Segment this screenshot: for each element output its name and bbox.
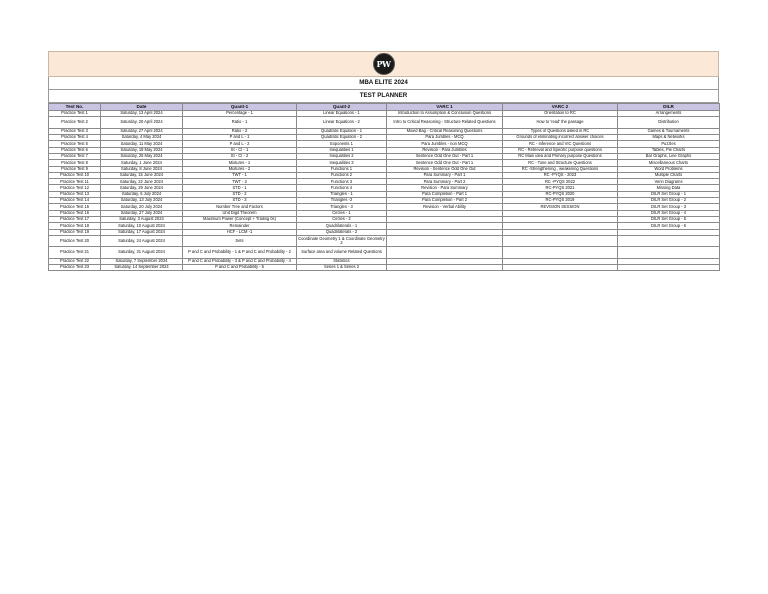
test-no-cell: Practice Test 19: [49, 229, 101, 235]
dilr-cell: Puzzles: [618, 141, 720, 147]
quant-1-cell: SI - CI - 1: [183, 147, 297, 153]
date-cell: Saturday, 20 July 2024: [101, 204, 183, 210]
test-no-cell: Practice Test 22: [49, 258, 101, 264]
date-cell: Saturday, 29 June 2024: [101, 185, 183, 191]
date-cell: Saturday, 13 April 2024: [101, 111, 183, 117]
varc-2-cell: RC - Retrieval and Specific purpose questions: [503, 147, 618, 153]
test-no-cell: Practice Test 20: [49, 235, 101, 247]
dilr-cell: [618, 265, 720, 271]
col-header-quant-2: Quant-2: [297, 104, 387, 111]
table-row: [49, 265, 720, 271]
logo-text: PW: [376, 59, 391, 69]
varc-2-cell: RC Main idea and Primary purpose Questions: [503, 153, 618, 159]
varc-2-cell: How to 'read' the passage: [503, 117, 618, 129]
varc-2-cell: Grounds of eliminating incorrect answer choices: [503, 135, 618, 141]
quant-2-cell: Inequalities 1: [297, 147, 387, 153]
test-no-cell: Practice Test 10: [49, 172, 101, 178]
varc-2-cell: REVISION SESSION: [503, 204, 618, 210]
dilr-cell: Arrangements: [618, 111, 720, 117]
test-planner-sheet: [48, 51, 719, 271]
quant-1-cell: HCF - LCM -1: [183, 229, 297, 235]
quant-1-cell: P and L - 2: [183, 141, 297, 147]
planner-table: [48, 103, 720, 271]
varc-1-cell: Para Summary - Part 2: [387, 179, 503, 185]
date-cell: Saturday, 3 August 2024: [101, 216, 183, 222]
varc-2-cell: Types of Questions asked in RC: [503, 128, 618, 134]
page-title: MBA ELITE 2024: [48, 77, 719, 90]
col-header-varc-1: VARC 1: [387, 104, 503, 111]
quant-2-cell: Functions 4: [297, 185, 387, 191]
page-subtitle: TEST PLANNER: [48, 90, 719, 103]
date-cell: Saturday, 27 July 2024: [101, 210, 183, 216]
quant-1-cell: Mixtures - 1: [183, 160, 297, 166]
dilr-cell: Distribution: [618, 117, 720, 129]
quant-1-cell: Remainder: [183, 223, 297, 229]
quant-2-cell: Triangles - 3: [297, 204, 387, 210]
table-row: [49, 247, 720, 259]
test-no-cell: Practice Test 2: [49, 117, 101, 129]
pw-logo: [373, 53, 395, 75]
varc-1-cell: Revision - Verbal Ability: [387, 204, 503, 210]
quant-1-cell: STD - 1: [183, 185, 297, 191]
test-no-cell: Practice Test 23: [49, 265, 101, 271]
planner-body: [49, 111, 720, 271]
dilr-cell: DILR Set Group - 6: [618, 223, 720, 229]
varc-1-cell: Para Jumbles - non MCQ: [387, 141, 503, 147]
varc-1-cell: Mixed Bag - Critical Reasoning Questions: [387, 128, 503, 134]
date-cell: Saturday, 1 June 2024: [101, 160, 183, 166]
quant-2-cell: Quadratic Equation - 2: [297, 135, 387, 141]
varc-2-cell: RC - Inference and VIC Questions: [503, 141, 618, 147]
date-cell: Saturday, 27 April 2024: [101, 128, 183, 134]
quant-1-cell: Maximum Power (Concept + Trailing 0s): [183, 216, 297, 222]
quant-1-cell: STD - 2: [183, 191, 297, 197]
quant-1-cell: Ratio - 2: [183, 128, 297, 134]
date-cell: Saturday, 24 August 2024: [101, 235, 183, 247]
dilr-cell: [618, 247, 720, 259]
col-header-test-no: Test No.: [49, 104, 101, 111]
test-no-cell: Practice Test 17: [49, 216, 101, 222]
test-no-cell: Practice Test 11: [49, 179, 101, 185]
date-cell: Saturday, 18 May 2024: [101, 147, 183, 153]
varc-1-cell: Para Completion - Part 2: [387, 198, 503, 204]
varc-2-cell: RC -PYQS - 2023: [503, 172, 618, 178]
quant-1-cell: Mixtures - 2: [183, 166, 297, 172]
dilr-cell: Word Problems: [618, 166, 720, 172]
test-no-cell: Practice Test 8: [49, 160, 101, 166]
header-row: [49, 104, 720, 111]
dilr-cell: DILR Set Group - 3: [618, 204, 720, 210]
date-cell: Saturday, 11 May 2024: [101, 141, 183, 147]
date-cell: Saturday, 15 June 2024: [101, 172, 183, 178]
dilr-cell: Venn Diagrams: [618, 179, 720, 185]
date-cell: Saturday, 20 April 2024: [101, 117, 183, 129]
varc-1-cell: [387, 235, 503, 247]
quant-1-cell: P and C and Probability - 5: [183, 265, 297, 271]
quant-1-cell: Unit Digit Theorem: [183, 210, 297, 216]
varc-2-cell: RC-PYQS 2020: [503, 191, 618, 197]
test-no-cell: Practice Test 21: [49, 247, 101, 259]
quant-2-cell: Triangles -2: [297, 198, 387, 204]
quant-2-cell: Quadrilaterals - 2: [297, 229, 387, 235]
quant-2-cell: Circles - 2: [297, 216, 387, 222]
quant-2-cell: Linear Equations - 2: [297, 117, 387, 129]
date-cell: Saturday, 14 September 2024: [101, 265, 183, 271]
quant-2-cell: Circles - 1: [297, 210, 387, 216]
quant-2-cell: Surface area and volume Related Questions: [297, 247, 387, 259]
date-cell: Saturday, 4 May 2024: [101, 135, 183, 141]
varc-1-cell: Revision - Para Summary: [387, 185, 503, 191]
date-cell: Saturday, 13 July 2024: [101, 198, 183, 204]
col-header-dilr: DILR: [618, 104, 720, 111]
quant-1-cell: TWT - 1: [183, 172, 297, 178]
varc-2-cell: RC-PYQS 2021: [503, 185, 618, 191]
dilr-cell: Games & Tournaments: [618, 128, 720, 134]
quant-2-cell: Functions 3: [297, 179, 387, 185]
quant-2-cell: Exponents 1: [297, 141, 387, 147]
dilr-cell: Maps & Networks: [618, 135, 720, 141]
date-cell: Saturday, 6 July 2024: [101, 191, 183, 197]
quant-1-cell: TWT - 2: [183, 179, 297, 185]
quant-1-cell: Number Tree and Factors: [183, 204, 297, 210]
date-cell: Saturday, 7 September 2024: [101, 258, 183, 264]
test-no-cell: Practice Test 15: [49, 204, 101, 210]
quant-2-cell: Inequalities 3: [297, 160, 387, 166]
varc-1-cell: Introduction to Assumption & Conclusion Questions: [387, 111, 503, 117]
test-no-cell: Practice Test 6: [49, 147, 101, 153]
quant-2-cell: Triangles - 1: [297, 191, 387, 197]
test-no-cell: Practice Test 4: [49, 135, 101, 141]
quant-2-cell: Statistics: [297, 258, 387, 264]
date-cell: Saturday, 17 August 2024: [101, 229, 183, 235]
col-header-quant-1: Quant-1: [183, 104, 297, 111]
quant-1-cell: P and C and Probability - 1 & P and C and Probability - 2: [183, 247, 297, 259]
test-no-cell: Practice Test 9: [49, 166, 101, 172]
quant-2-cell: Coordinate Geometry 1 & Coordinate Geometry 2: [298, 235, 385, 246]
varc-2-cell: [503, 247, 618, 259]
varc-1-cell: Intro to Critical Reasoning - Structure Related Questions: [387, 117, 503, 129]
dilr-cell: DILR Set Group - 4: [618, 210, 720, 216]
varc-1-cell: Para Jumbles - MCQ: [387, 135, 503, 141]
date-cell: Saturday, 31 August 2024: [101, 247, 183, 259]
test-no-cell: Practice Test 16: [49, 210, 101, 216]
varc-1-cell: Revision - Para Jumbles: [387, 147, 503, 153]
date-cell: Saturday, 10 August 2024: [101, 223, 183, 229]
quant-2-cell: Quadrilaterals - 1: [297, 223, 387, 229]
quant-2-cell: Series 1 & Series 2: [297, 265, 387, 271]
quant-2-cell: Functions 2: [297, 172, 387, 178]
test-no-cell: Practice Test 1: [49, 111, 101, 117]
date-cell: Saturday, 8 June 2024: [101, 166, 183, 172]
col-header-date: Date: [101, 104, 183, 111]
quant-2-cell: Functions 1: [297, 166, 387, 172]
dilr-cell: DILR Set Group - 5: [618, 216, 720, 222]
test-no-cell: Practice Test 13: [49, 191, 101, 197]
varc-2-cell: RC-PYQS 2019: [503, 198, 618, 204]
date-cell: Saturday, 22 June 2024: [101, 179, 183, 185]
logo-bar: [48, 51, 719, 77]
dilr-cell: Tables, Pie Charts: [618, 147, 720, 153]
quant-1-cell: Ratio - 1: [183, 117, 297, 129]
quant-2-cell: Linear Equations - 1: [297, 111, 387, 117]
table-row: [49, 235, 720, 247]
test-no-cell: Practice Test 7: [49, 153, 101, 159]
varc-1-cell: Revision - Sentence Odd One Out: [387, 166, 503, 172]
table-row: [49, 117, 720, 129]
dilr-cell: Missing Data: [618, 185, 720, 191]
varc-1-cell: Sentence Odd One Out - Part 1: [387, 153, 503, 159]
test-no-cell: Practice Test 14: [49, 198, 101, 204]
test-no-cell: Practice Test 18: [49, 223, 101, 229]
varc-2-cell: RC - Tone and Structure Questions: [503, 160, 618, 166]
varc-1-cell: [387, 265, 503, 271]
varc-1-cell: Para Summary - Part 1: [387, 172, 503, 178]
quant-1-cell: Sets: [183, 235, 297, 247]
quant-1-cell: Percentage - 1: [183, 111, 297, 117]
quant-1-cell: P and L - 1: [183, 135, 297, 141]
quant-2-cell: Inequalities 2: [297, 153, 387, 159]
dilr-cell: DILR Set Group - 2: [618, 198, 720, 204]
varc-1-cell: [387, 247, 503, 259]
quant-1-cell: STD - 3: [183, 198, 297, 204]
dilr-cell: Bar Graphs, Line Graphs: [618, 153, 720, 159]
varc-1-cell: Sentence Odd One Out - Part 1: [387, 160, 503, 166]
varc-1-cell: Para Completion - Part 1: [387, 191, 503, 197]
col-header-varc-2: VARC 2: [503, 104, 618, 111]
dilr-cell: DILR Set Group - 1: [618, 191, 720, 197]
date-cell: Saturday, 25 May 2024: [101, 153, 183, 159]
test-no-cell: Practice Test 5: [49, 141, 101, 147]
varc-2-cell: RC -PYQS 2022: [503, 179, 618, 185]
test-no-cell: Practice Test 12: [49, 185, 101, 191]
quant-2-cell: Quadratic Equation - 1: [297, 128, 387, 134]
dilr-cell: Multiple Charts: [618, 172, 720, 178]
dilr-cell: Miscellaneous Charts: [618, 160, 720, 166]
dilr-cell: [618, 235, 720, 247]
varc-2-cell: RC -Strengthening , weakening Questions: [503, 166, 618, 172]
varc-2-cell: [503, 265, 618, 271]
quant-1-cell: P and C and Probability - 3 & P and C and Probability - 4: [183, 258, 297, 264]
quant-1-cell: SI - CI - 2: [183, 153, 297, 159]
test-no-cell: Practice Test 3: [49, 128, 101, 134]
varc-2-cell: [503, 235, 618, 247]
varc-2-cell: Orientation to RC: [503, 111, 618, 117]
